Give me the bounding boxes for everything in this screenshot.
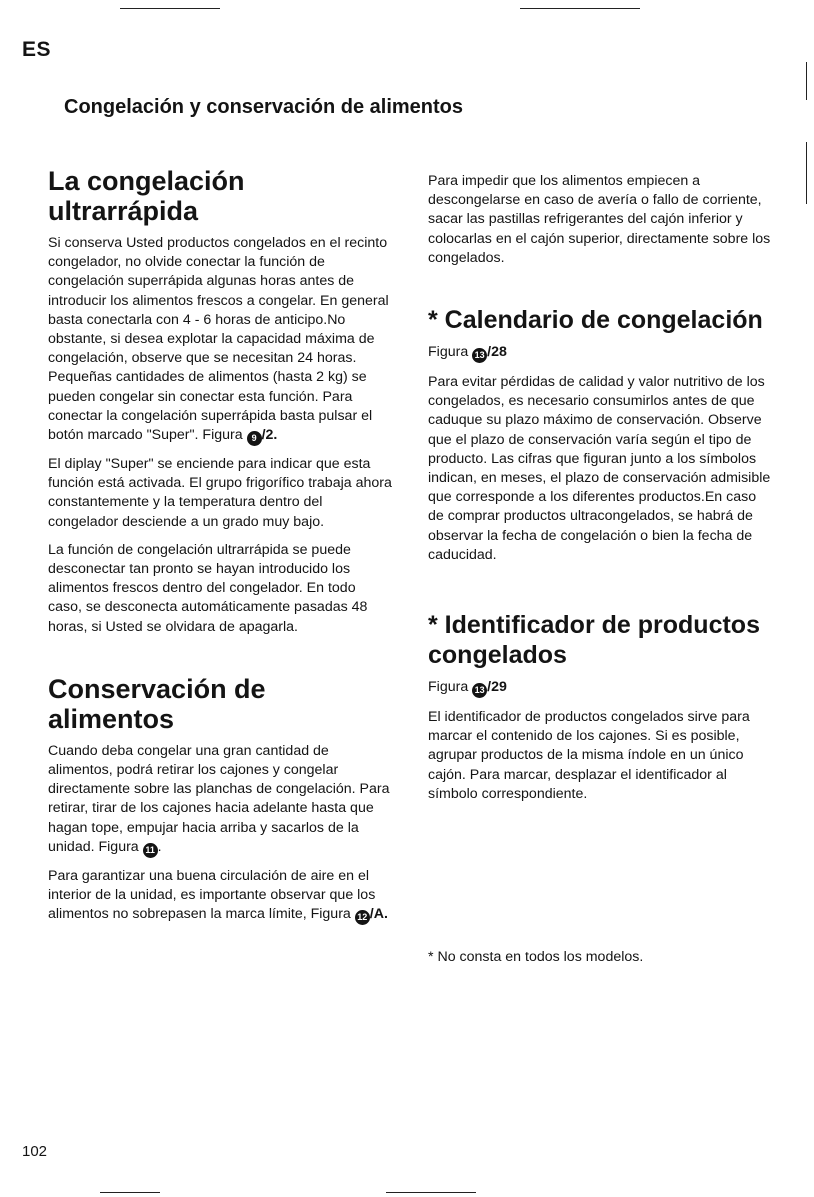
page-title: Congelación y conservación de alimentos: [64, 96, 464, 118]
scan-line-top: [120, 8, 220, 9]
footnote: * No consta en todos los modelos.: [428, 949, 644, 965]
paragraph-ultra-freezing-1: [48, 234, 393, 446]
paragraph-text: Si conserva Usted productos congelados en el recinto congelador, no olvide conectar la función de congelación superrápida algunas horas antes de introducir los alimentos frescos a congelar. En general basta conectarla con 4 - 6 horas de anticipo.No obstante, si desea explotar la capacidad máxima de congelación, observe que se necesitan 24 horas. Pequeñas cantidades de alimentos (hasta 2 kg) se pueden congelar sin conectar esta función. Para conectar la congelación superrápida basta pulsar el botón marcado "Super". Figura: [48, 235, 389, 444]
right-column: [428, 172, 773, 813]
paragraph-storage-1: [48, 742, 393, 858]
section-title-freezing-calendar: * Calendario de congelación: [428, 306, 763, 335]
section-title-food-storage: Conservación de alimentos: [48, 673, 266, 734]
figure-suffix: /29: [487, 679, 507, 696]
page-number: 102: [22, 1143, 48, 1160]
figure-number-badge: 9: [247, 431, 262, 446]
section-title-ultra-freezing: La congelación ultrarrápida: [48, 166, 245, 226]
paragraph-ultra-freezing-3: La función de congelación ultrarrápida se puede desconectar tan pronto se hayan introducido los alimentos frescos dentro del congelador. En todo caso, se desconecta automáticamente pasadas 48 horas, si Usted se olvidara de apagarla.: [48, 541, 368, 635]
language-label: ES: [22, 38, 52, 61]
figure-reference-calendar: [428, 343, 773, 363]
figure-suffix: .: [157, 838, 162, 855]
paragraph-storage-2: [48, 867, 393, 925]
paragraph-text: Para garantizar una buena circulación de aire en el interior de la unidad, es importante observar que los alimentos no sobrepasen la marca límite, Figura: [48, 867, 376, 923]
figure-suffix: /28: [487, 344, 507, 361]
scan-line-right: [806, 62, 807, 100]
paragraph-ultra-freezing-2: El diplay "Super" se enciende para indicar que esta función está activada. El grupo frigorífico trabaja ahora constantemente y la temperatura dentro del congelador desciende a un grado muy bajo.: [48, 456, 392, 530]
scan-line-top-right: [520, 8, 640, 9]
figure-number-badge: 11: [143, 843, 158, 858]
left-column: [48, 166, 393, 934]
figure-number-badge: 12: [355, 910, 370, 925]
figure-number-badge: 13: [472, 683, 487, 698]
section-spacer: [428, 574, 773, 610]
figure-suffix: /A.: [369, 906, 388, 923]
paragraph-power-failure: Para impedir que los alimentos empiecen a descongelarse en caso de avería o fallo de corriente, sacar las pastillas refrigerantes del cajón inferior y colocarlas en el cajón superior, directamente sobre los congelados.: [428, 173, 771, 266]
figure-reference-identifier: [428, 678, 773, 698]
section-spacer: [48, 646, 393, 674]
section-title-product-identifier: * Identificador de productos congelados: [428, 611, 760, 670]
figure-label: Figura: [428, 344, 469, 361]
scan-line-bottom-right: [386, 1192, 476, 1193]
figure-number-badge: 13: [472, 348, 487, 363]
paragraph-calendar: Para evitar pérdidas de calidad y valor nutritivo de los congelados, es necesario consumirlos antes de que caduque su plazo máximo de conservación. Observe que el plazo de conservación varía según el tipo de producto. Las cifras que figuran junto a los símbolos indican, en meses, el plazo de conservación admisible que corresponde a los diferentes productos.En caso de comprar productos ultracongelados, se habrá de observar la fecha de congelación o bien la fecha de caducidad.: [428, 374, 771, 563]
figure-label: Figura: [428, 679, 469, 696]
figure-suffix: /2.: [261, 427, 278, 444]
section-spacer: [428, 277, 773, 305]
paragraph-text: Cuando deba congelar una gran cantidad de alimentos, podrá retirar los cajones y congelar directamente sobre las planchas de congelación. Para retirar, tirar de los cajones hacia adelante hasta que hagan tope, empujar hacia arriba y sacarlos de la unidad. Figura: [48, 742, 390, 855]
scan-line-bottom: [100, 1192, 160, 1193]
paragraph-identifier: El identificador de productos congelados sirve para marcar el contenido de los cajones. Si es posible, agrupar productos de la misma índole en un único cajón. Para marcar, desplazar el identificador al símbolo correspondiente.: [428, 709, 750, 802]
scan-line-right-2: [806, 142, 807, 204]
